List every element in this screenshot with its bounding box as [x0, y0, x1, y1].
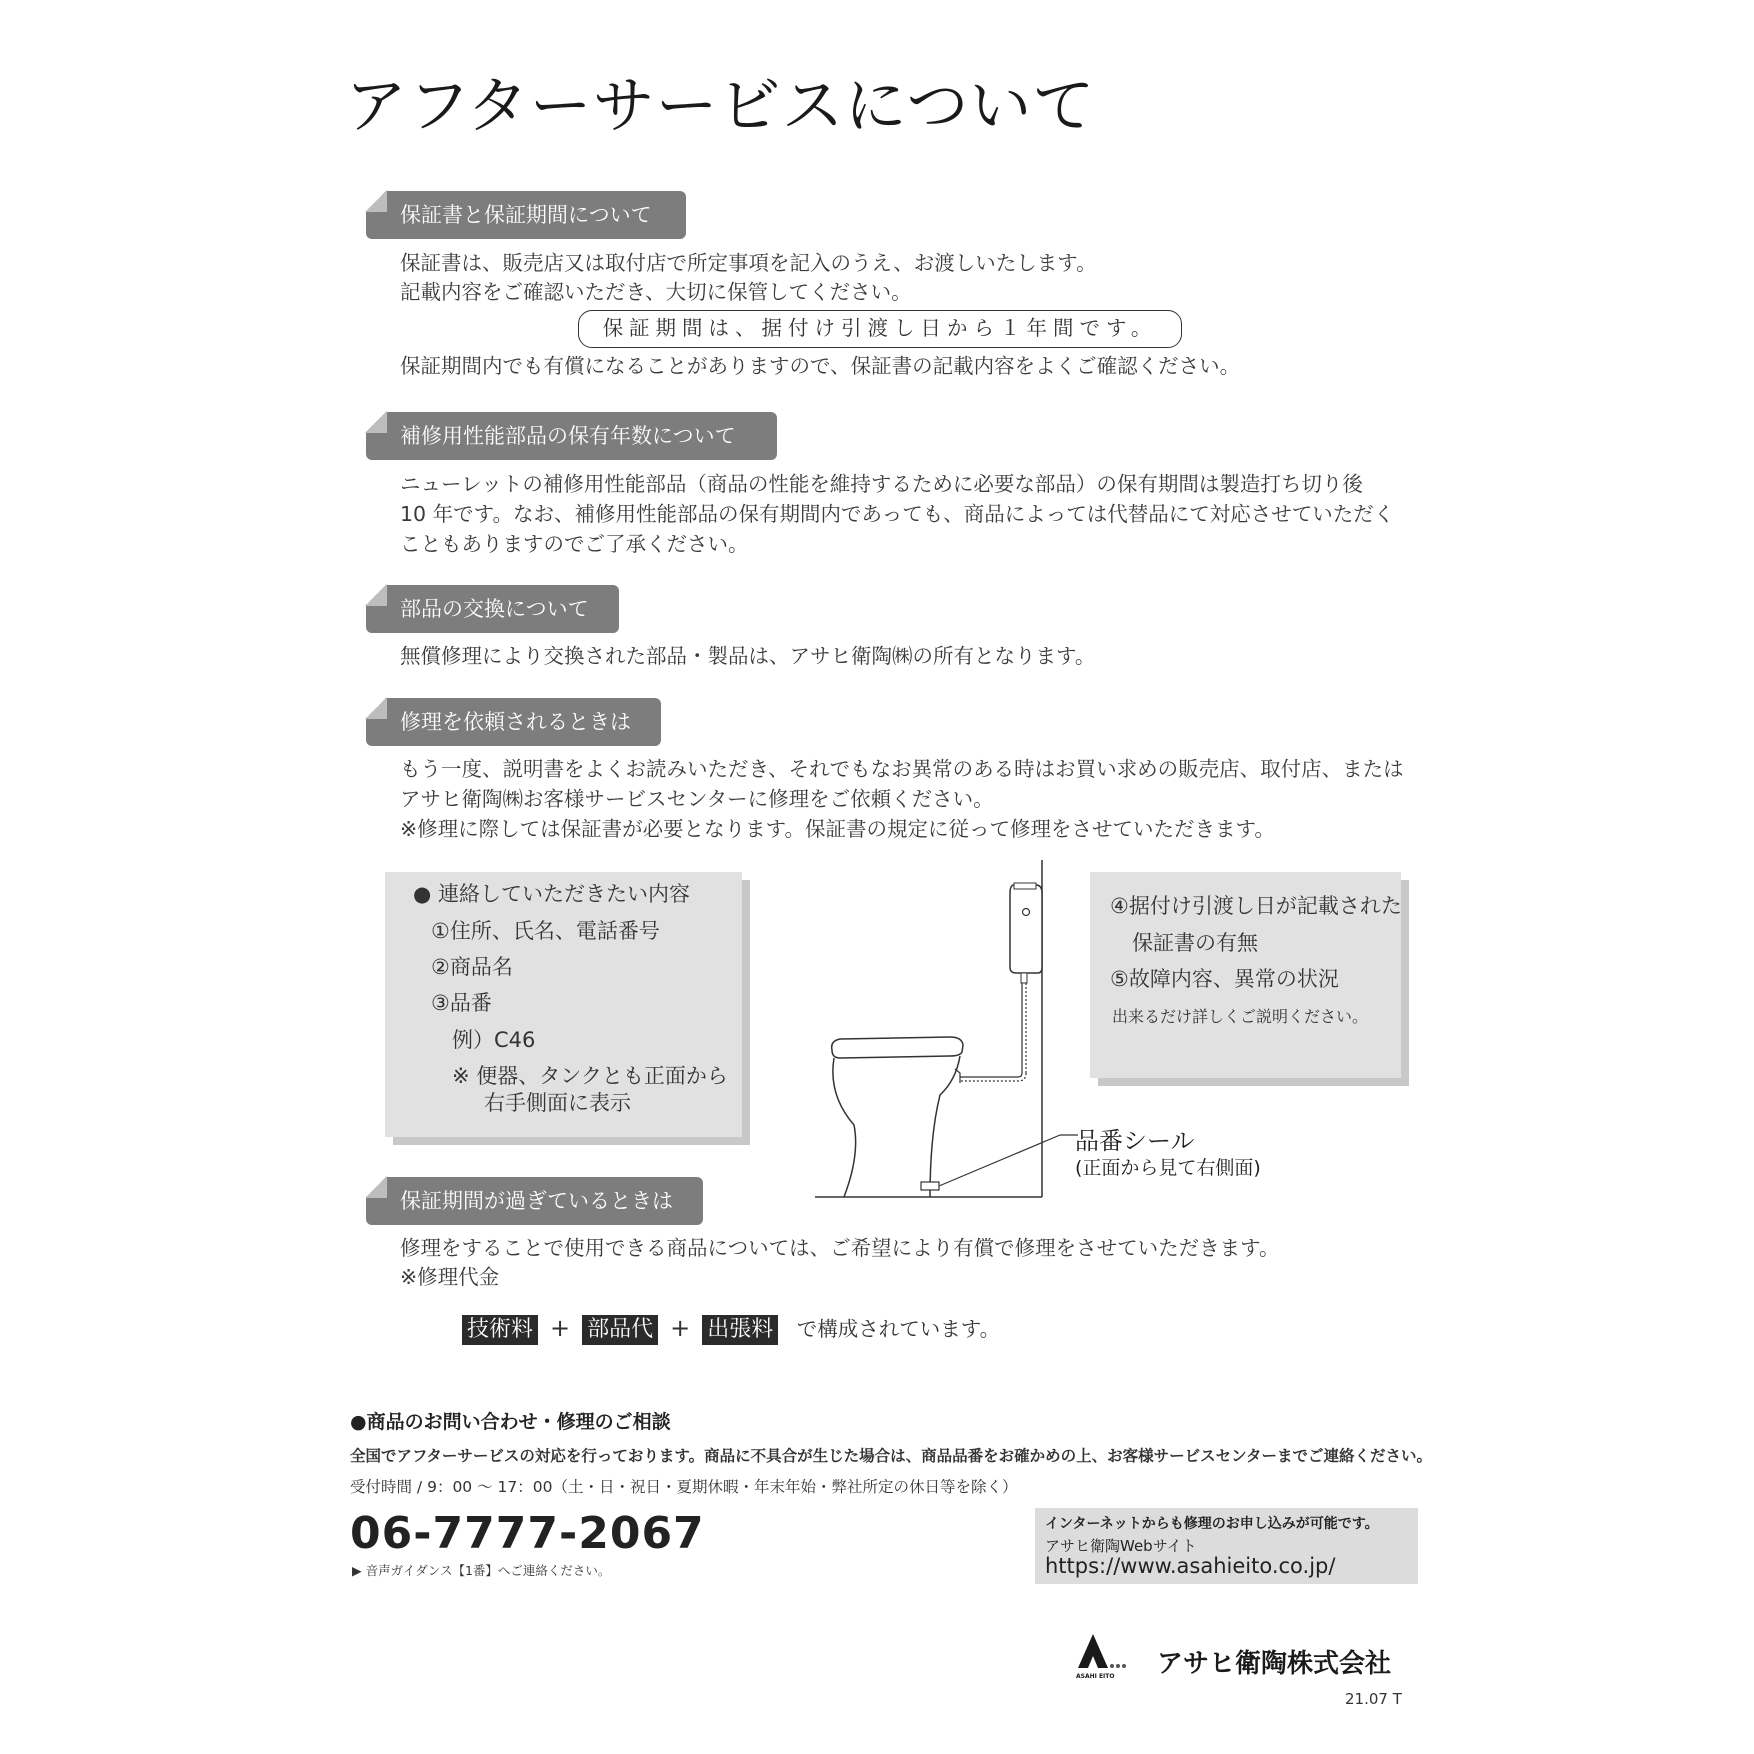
page-title: アフターサービスについて — [345, 69, 1096, 142]
web-info-line-1: インターネットからも修理のお申し込みが可能です。 — [1045, 1516, 1379, 1532]
section-heading-parts-exchange: 部品の交換について — [366, 585, 619, 633]
tag-technical-fee: 技術料 — [462, 1315, 538, 1345]
warranty-period-pill: 保証期間は、据付け引渡し日から１年間です。 — [578, 310, 1182, 348]
label-sticker-title: 品番シール — [1075, 1127, 1195, 1155]
after-warranty-line-2: ※修理代金 — [400, 1265, 500, 1289]
contact-item-example: 例）C46 — [452, 1028, 536, 1052]
plus-sign: + — [550, 1314, 571, 1342]
contact-item-2: ②商品名 — [431, 955, 513, 979]
contact-item-4-cont: 保証書の有無 — [1132, 931, 1258, 955]
parts-retention-line-3: こともありますのでご了承ください。 — [400, 532, 749, 556]
contact-item-4: ④据付け引渡し日が記載された — [1110, 894, 1402, 918]
contact-item-note-2: 右手側面に表示 — [484, 1091, 631, 1115]
repair-request-line-3: ※修理に際しては保証書が必要となります。保証書の規定に従って修理をさせていただきます。 — [400, 817, 1275, 841]
phone-number[interactable]: 06-7777-2067 — [350, 1508, 705, 1559]
warranty-note: 保証期間内でも有償になることがありますので、保証書の記載内容をよくご確認ください。 — [400, 354, 1241, 378]
repair-cost-formula — [462, 1312, 1000, 1345]
company-name: アサヒ衛陶株式会社 — [1157, 1649, 1392, 1679]
label-sticker-subtitle: (正面から見て右側面) — [1075, 1157, 1261, 1179]
repair-request-line-2: アサヒ衛陶㈱お客様サービスセンターに修理をご依頼ください。 — [400, 787, 994, 811]
tag-parts-fee: 部品代 — [582, 1315, 658, 1345]
warranty-line-2: 記載内容をご確認いただき、大切に保管してください。 — [400, 280, 912, 304]
after-warranty-line-1: 修理をすることで使用できる商品については、ご希望により有償で修理をさせていただきます。 — [400, 1236, 1280, 1260]
section-heading-parts-retention: 補修用性能部品の保有年数について — [366, 412, 777, 460]
contact-box-title: ● 連絡していただきたい内容 — [413, 882, 690, 906]
voice-guidance-note: ▶ 音声ガイダンス【1番】へご連絡ください。 — [352, 1563, 611, 1578]
toilet-diagram — [810, 855, 1070, 1205]
section-heading-repair-request: 修理を依頼されるときは — [366, 698, 661, 746]
parts-exchange-line-1: 無償修理により交換された部品・製品は、アサヒ衛陶㈱の所有となります。 — [400, 644, 1096, 668]
website-url-link[interactable]: https://www.asahieito.co.jp/ — [1045, 1554, 1336, 1578]
asahi-eito-logo-icon — [1076, 1632, 1136, 1680]
warranty-line-1: 保証書は、販売店又は取付店で所定事項を記入のうえ、お渡しいたします。 — [400, 251, 1097, 275]
repair-request-line-1: もう一度、説明書をよくお読みいただき、それでもなお異常のある時はお買い求めの販売店、取付店、または — [400, 757, 1404, 781]
contact-hours: 受付時間 / 9：00 ～ 17：00（土・日・祝日・夏期休暇・年末年始・弊社所定の休日等を除く） — [350, 1478, 1018, 1496]
tag-travel-fee: 出張料 — [702, 1315, 778, 1345]
section-heading-after-warranty: 保証期間が過ぎているときは — [366, 1177, 703, 1225]
contact-item-note-1: ※ 便器、タンクとも正面から — [452, 1064, 728, 1088]
section-heading-warranty: 保証書と保証期間について — [366, 191, 686, 239]
parts-retention-line-1: ニューレットの補修用性能部品（商品の性能を維持するために必要な部品）の保有期間は製造打ち切り後 — [400, 472, 1363, 496]
contact-item-5-note: 出来るだけ詳しくご説明ください。 — [1112, 1007, 1369, 1026]
contact-text: 全国でアフターサービスの対応を行っております。商品に不具合が生じた場合は、商品品番をお確かめの上、お客様サービスセンターまでご連絡ください。 — [350, 1447, 1433, 1465]
contact-item-1: ①住所、氏名、電話番号 — [431, 919, 660, 943]
contact-heading: ●商品のお問い合わせ・修理のご相談 — [350, 1411, 671, 1433]
document-code: 21.07 T — [1345, 1690, 1402, 1708]
formula-suffix: で構成されています。 — [796, 1317, 1001, 1341]
parts-retention-line-2: 10 年です。なお、補修用性能部品の保有期間内であっても、商品によっては代替品にて対応させていただく — [400, 502, 1395, 526]
contact-item-5: ⑤故障内容、異常の状況 — [1110, 967, 1339, 991]
web-info-line-2: アサヒ衛陶Webサイト — [1045, 1537, 1197, 1555]
plus-sign: + — [670, 1314, 691, 1342]
svg-text:ASAHI EITO: ASAHI EITO — [1076, 1673, 1115, 1680]
contact-item-3: ③品番 — [431, 991, 492, 1015]
